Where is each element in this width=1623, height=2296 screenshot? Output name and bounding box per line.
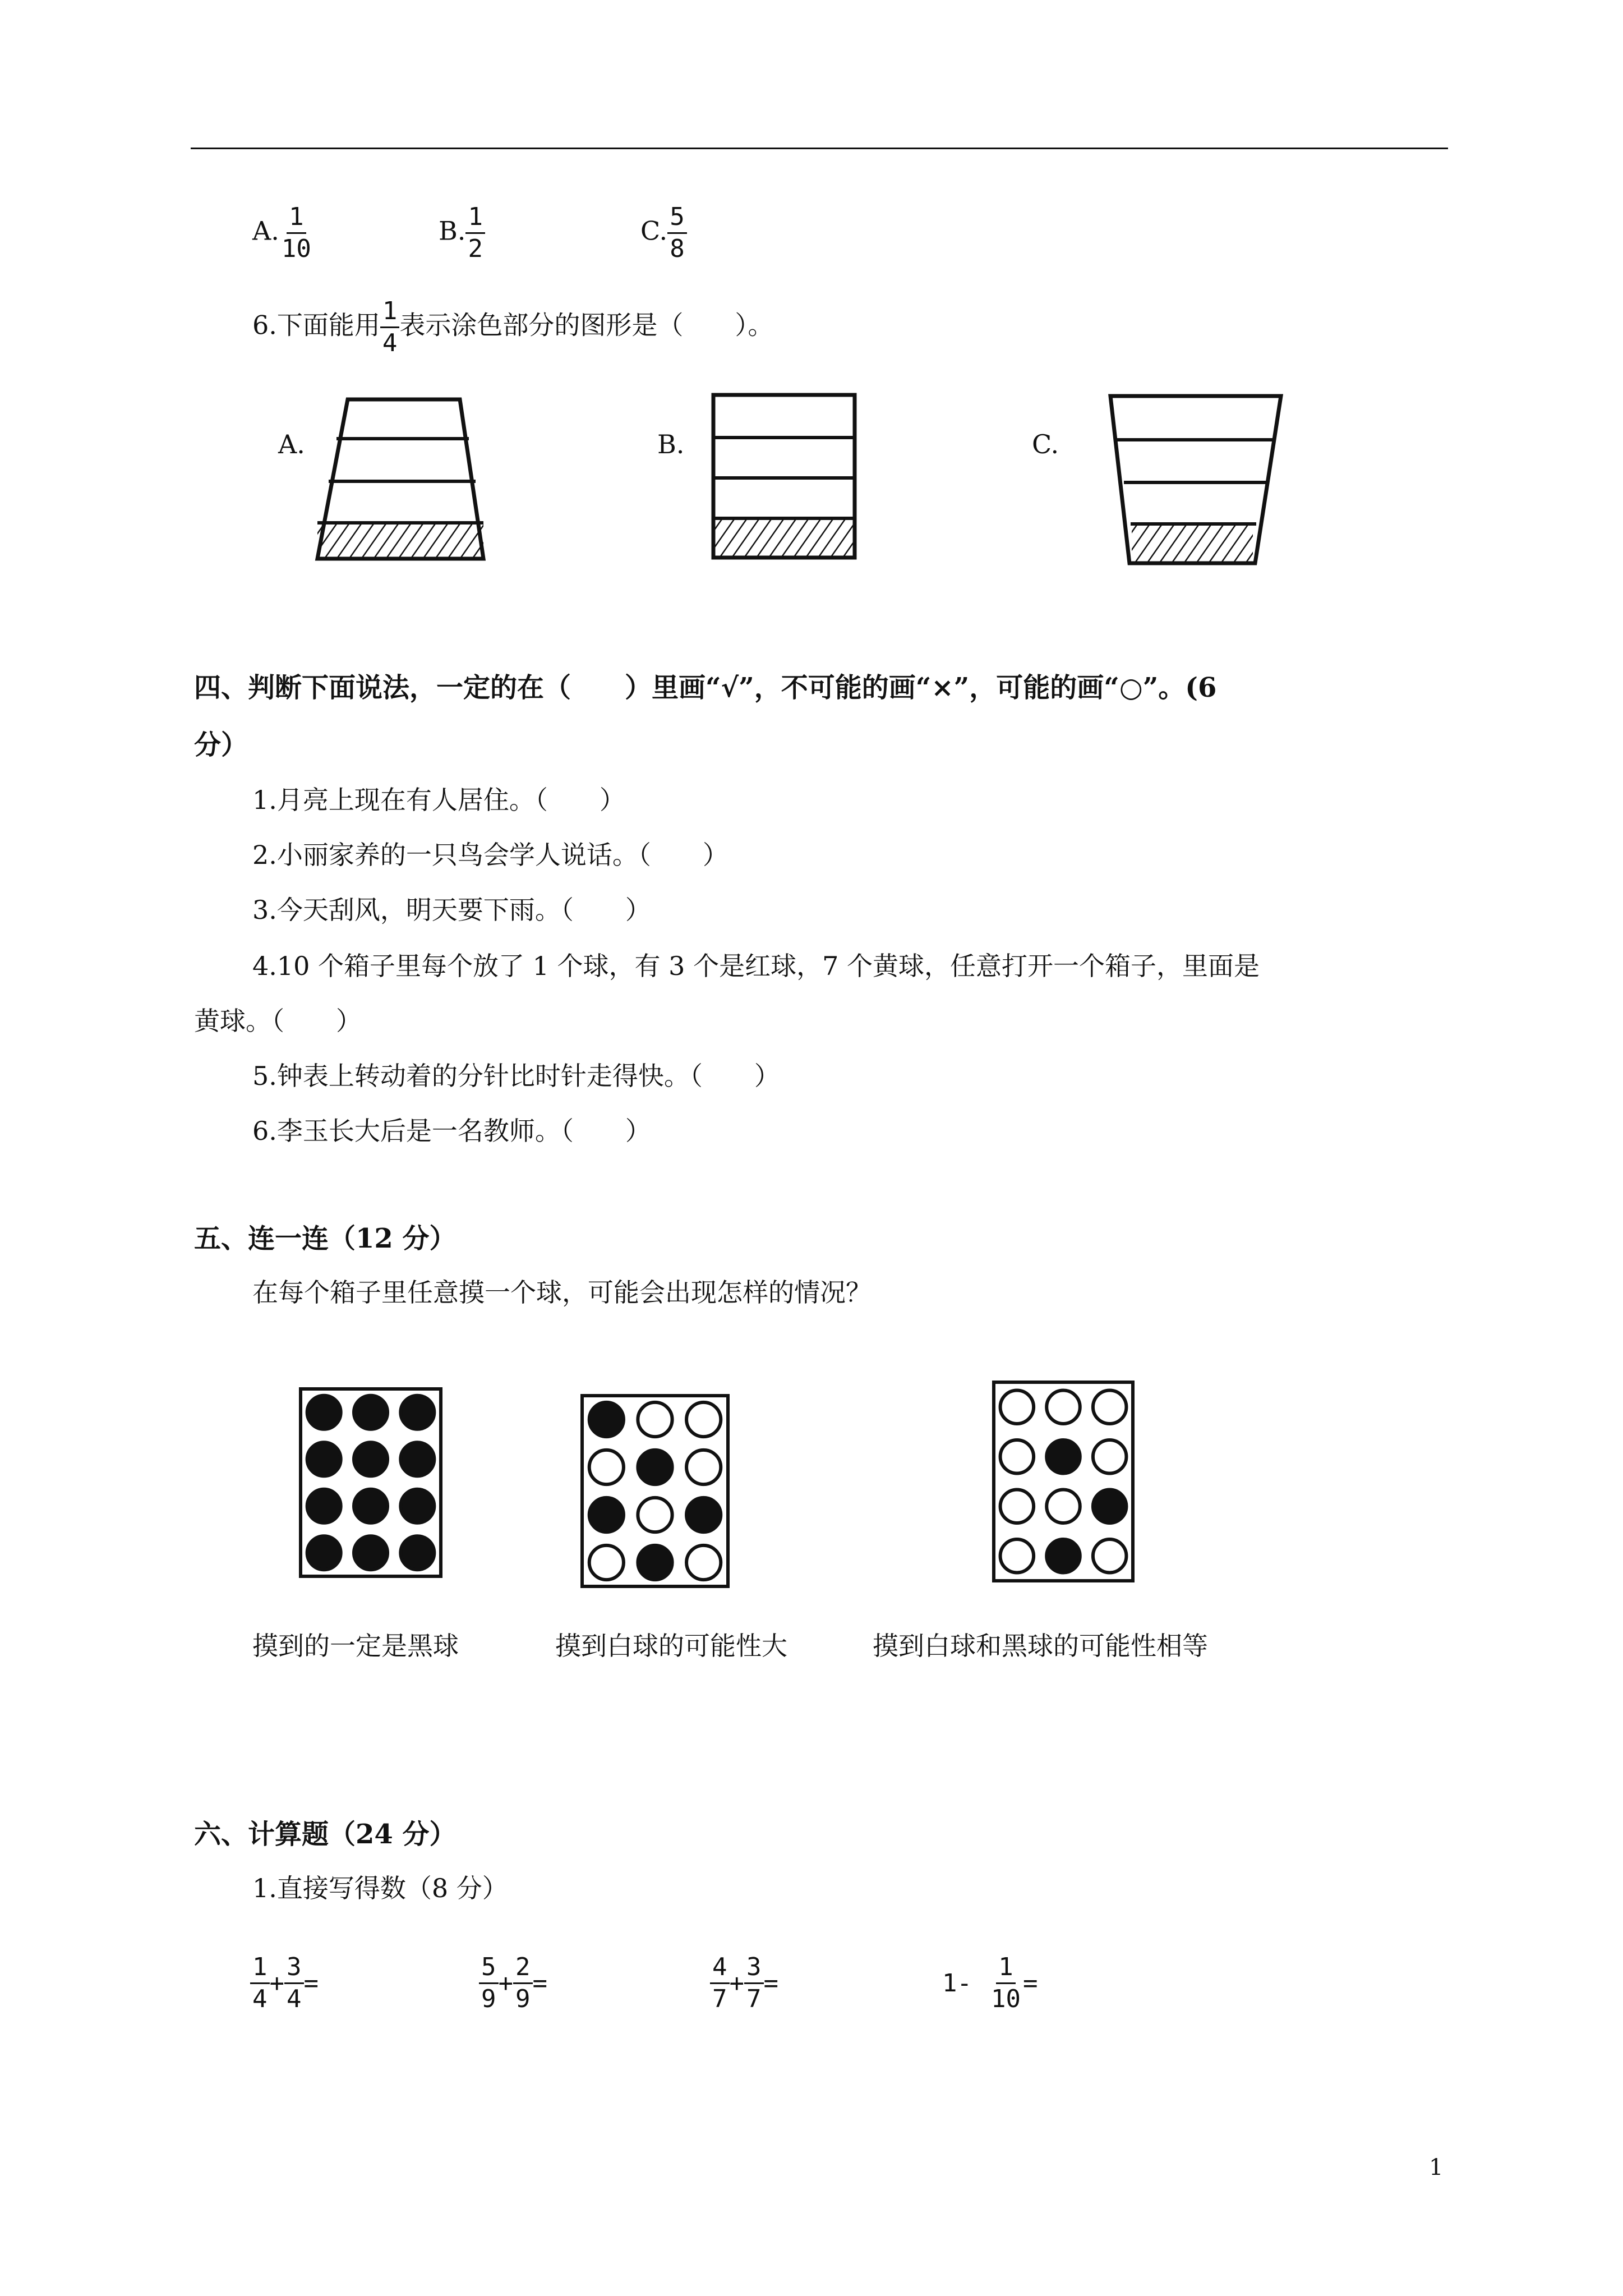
white-ball — [1046, 1390, 1080, 1424]
white-ball — [686, 1402, 721, 1437]
section6-title: 六、计算题（24 分） — [194, 1819, 457, 1850]
white-ball — [589, 1450, 624, 1484]
page-number: 1 — [1429, 2155, 1444, 2180]
caption-3: 摸到白球和黑球的可能性相等 — [873, 1631, 1208, 1661]
white-ball — [1000, 1440, 1034, 1474]
section4-item-3: 3.今天刮风，明天要下雨。（ ） — [252, 895, 651, 925]
section4-item-2: 2.小丽家养的一只鸟会学人说话。（ ） — [252, 840, 728, 870]
q6-label-b: B. — [657, 429, 685, 459]
q6-question: 6.下面能用 $\frac{1}{4}$ 表示涂色部分的图形是（ ）。 — [252, 297, 774, 357]
section6-sub: 1.直接写得数（8 分） — [252, 1873, 508, 1903]
black-ball — [686, 1498, 721, 1532]
section5-prompt: 在每个箱子里任意摸一个球，可能会出现怎样的情况？ — [252, 1277, 872, 1308]
white-ball — [1093, 1390, 1127, 1424]
box-1 — [301, 1389, 441, 1576]
black-ball — [1093, 1489, 1127, 1523]
white-ball — [1046, 1489, 1080, 1523]
box-3 — [994, 1382, 1133, 1581]
black-ball — [638, 1545, 672, 1580]
white-ball — [1000, 1539, 1034, 1573]
section4-title-line2: 分） — [194, 729, 248, 761]
caption-2: 摸到白球的可能性大 — [555, 1631, 787, 1661]
black-ball — [354, 1396, 388, 1429]
black-ball — [354, 1536, 388, 1570]
white-ball — [1093, 1440, 1127, 1474]
black-ball — [638, 1450, 672, 1484]
black-ball — [589, 1498, 624, 1532]
white-ball — [1000, 1489, 1034, 1523]
white-ball — [638, 1402, 672, 1437]
white-ball — [1093, 1539, 1127, 1573]
q6-label-a: A. — [278, 429, 305, 459]
section4-item-6: 6.李玉长大后是一名教师。（ ） — [252, 1116, 651, 1146]
black-ball — [400, 1489, 434, 1523]
black-ball — [400, 1396, 434, 1429]
black-ball — [1046, 1440, 1080, 1474]
white-ball — [686, 1545, 721, 1580]
caption-1: 摸到的一定是黑球 — [252, 1631, 459, 1661]
section4-title-line1: 四、判断下面说法，一定的在（ ）里画“√”，不可能的画“×”，可能的画“○”。(6 — [194, 672, 1217, 703]
calc-expr-3: $\frac{4}{7}$ + $\frac{3}{7}$ = — [710, 1952, 778, 2014]
white-ball — [589, 1545, 624, 1580]
q6-label-c: C. — [1032, 429, 1059, 459]
section4-item-1: 1.月亮上现在有人居住。（ ） — [252, 785, 625, 815]
section4-item-4-cont: 黄球。（ ） — [194, 1006, 362, 1036]
section4-item-5: 5.钟表上转动着的分针比时针走得快。（ ） — [252, 1061, 780, 1091]
section5-title: 五、连一连（12 分） — [194, 1223, 457, 1254]
black-ball — [354, 1489, 388, 1523]
section4-item-4: 4.10 个箱子里每个放了 1 个球，有 3 个是红球，7 个黄球，任意打开一个箱子，里面是 — [252, 951, 1260, 981]
calc-expr-4: 1- $\frac{1}{10}$ = — [942, 1953, 1038, 2013]
white-ball — [1000, 1390, 1034, 1424]
black-ball — [400, 1536, 434, 1570]
black-ball — [1046, 1539, 1080, 1573]
q5-option-c: C. $\frac{5}{8}$ — [640, 202, 687, 264]
black-ball — [307, 1536, 341, 1570]
white-ball — [638, 1498, 672, 1532]
black-ball — [589, 1402, 624, 1437]
white-ball — [686, 1450, 721, 1484]
black-ball — [354, 1442, 388, 1476]
q5-option-b: B. $\frac{1}{2}$ — [439, 202, 485, 264]
q5-option-a: A. $\frac{1}{10}$ — [252, 203, 311, 263]
black-ball — [307, 1396, 341, 1429]
black-ball — [307, 1442, 341, 1476]
box-2 — [582, 1396, 728, 1586]
calc-expr-1: $\frac{1}{4}$ + $\frac{3}{4}$ = — [250, 1952, 319, 2014]
black-ball — [307, 1489, 341, 1523]
black-ball — [400, 1442, 434, 1476]
calc-expr-2: $\frac{5}{9}$ + $\frac{2}{9}$ = — [479, 1952, 547, 2014]
